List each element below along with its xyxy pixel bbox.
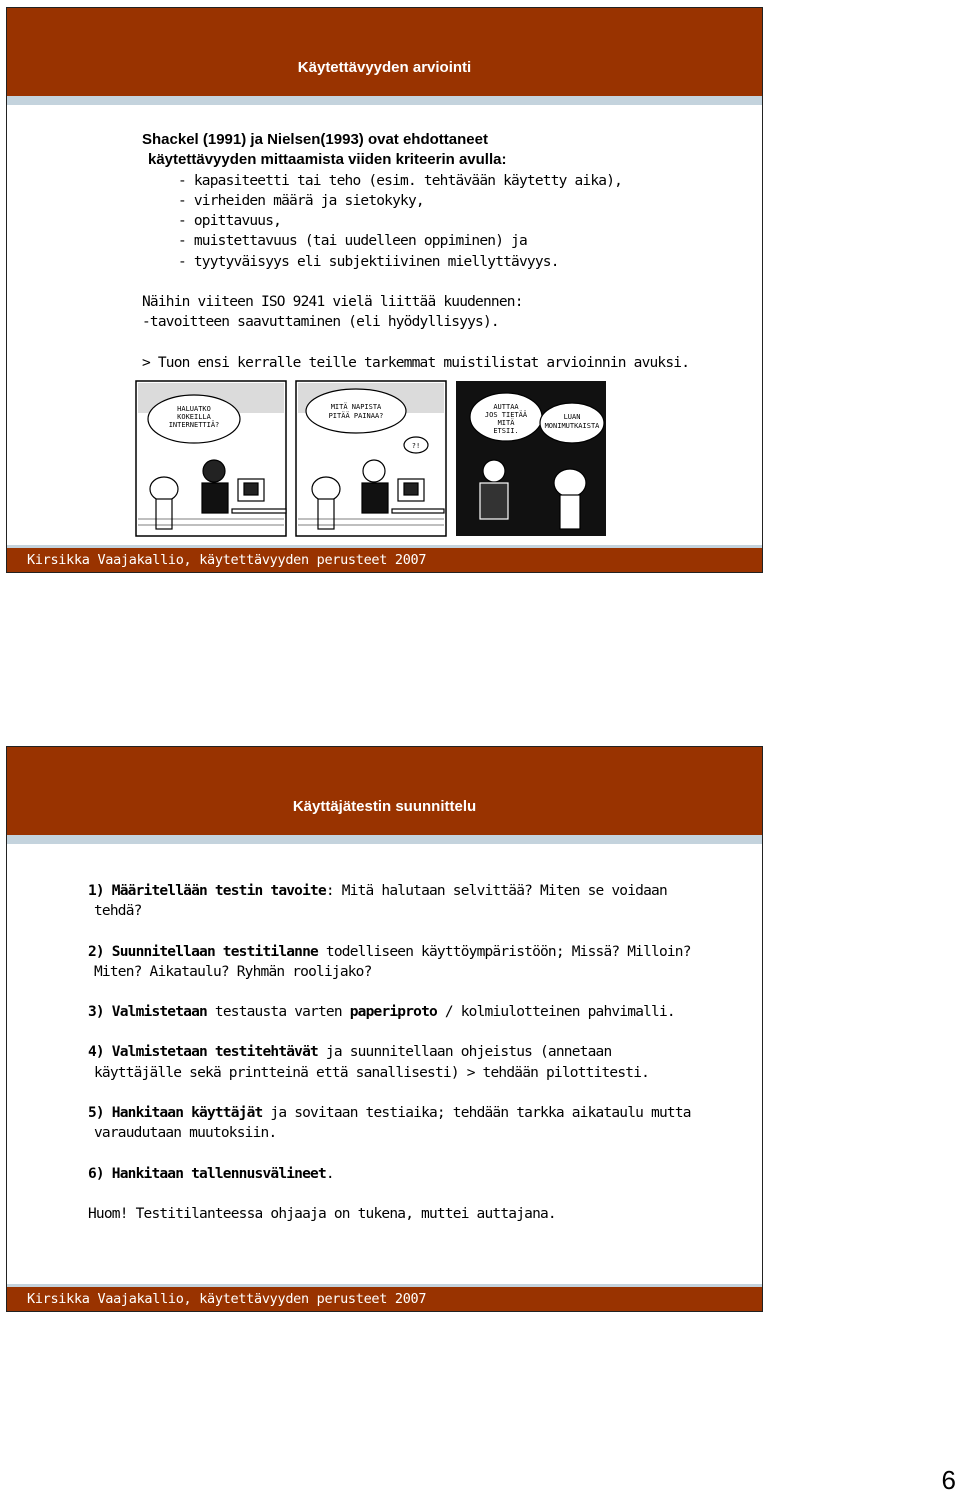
footer-text: Kirsikka Vaajakallio, käytettävyyden perusteet 2007 <box>27 552 427 568</box>
step-item: 5) Hankitaan käyttäjät ja sovitaan testiaika; tehdään tarkka aikataulu mutta varaudutaan muutoksiin. <box>88 1105 691 1142</box>
step-item: 2) Suunnitellaan testitilanne todelliseen käyttöympäristöön; Missä? Milloin? Miten? Aikataulu? Ryhmän roolijako? <box>88 943 691 980</box>
criteria-item: - muistettavuus (tai uudelleen oppiminen) ja <box>178 233 527 250</box>
slide-title: Käyttäjätestin suunnittelu <box>292 798 477 815</box>
iso-line: -tavoitteen saavuttaminen (eli hyödyllisyys). <box>142 314 499 331</box>
slide-header <box>7 747 762 835</box>
criteria-item: - virheiden määrä ja sietokyky, <box>178 192 424 209</box>
iso-line: Näihin viiteen ISO 9241 vielä liittää kuudennen: <box>142 294 523 311</box>
slide-footer <box>7 1287 762 1311</box>
criteria-item: - opittavuus, <box>178 213 282 230</box>
bubble-text: HALUATKO KOKEILLA INTERNETTIÄ? <box>168 405 220 429</box>
header-band <box>7 96 762 105</box>
slide-body <box>142 130 689 373</box>
slide-header <box>7 8 762 96</box>
step-item: 3) Valmistetaan testausta varten paperiproto / kolmiulotteinen pahvimalli. <box>88 1004 675 1021</box>
note-line: Huom! Testitilanteessa ohjaaja on tukena, muttei auttajana. <box>88 1205 556 1222</box>
step-item: 1) Määritellään testin tavoite: Mitä halutaan selvittää? Miten se voidaan tehdä? <box>88 883 667 920</box>
criteria-item: - kapasiteetti tai teho (esim. tehtävään käytetty aika), <box>178 172 623 189</box>
slide-2 <box>6 746 763 1312</box>
footer-text: Kirsikka Vaajakallio, käytettävyyden perusteet 2007 <box>27 1291 427 1307</box>
step-item: 4) Valmistetaan testitehtävät ja suunnitellaan ohjeistus (annetaan käyttäjälle sekä printteinä että sanallisesti) > tehdään pilottitesti. <box>88 1044 650 1081</box>
bubble-text: ?! <box>411 442 421 450</box>
intro-line: käytettävyyden mittaamista viiden kriteerin avulla: <box>148 151 507 169</box>
page-number: 6 <box>941 1465 956 1495</box>
bubble-text: MITÄ NAPISTA PITÄÄ PAINAA? <box>328 403 384 420</box>
intro-line: Shackel (1991) ja Nielsen(1993) ovat ehdottaneet <box>142 131 488 148</box>
bubble-text: AUTTAA JOS TIETÄÄ MITÄ ETSII. <box>484 403 528 435</box>
slide-1 <box>6 7 763 573</box>
slide-title: Käytettävyyden arviointi <box>297 59 472 76</box>
criteria-item: - tyytyväisyys eli subjektiivinen miellyttävyys. <box>178 253 559 270</box>
header-band <box>7 835 762 844</box>
step-item: 6) Hankitaan tallennusvälineet. <box>88 1165 334 1182</box>
slide-footer <box>7 548 762 572</box>
bubble-text: LUAN MONIMUTKAISTA <box>544 413 600 430</box>
comic-strip-image <box>134 379 614 539</box>
note-line: > Tuon ensi kerralle teille tarkemmat muistilistat arvioinnin avuksi. <box>142 354 690 371</box>
slide-body <box>88 881 691 1224</box>
